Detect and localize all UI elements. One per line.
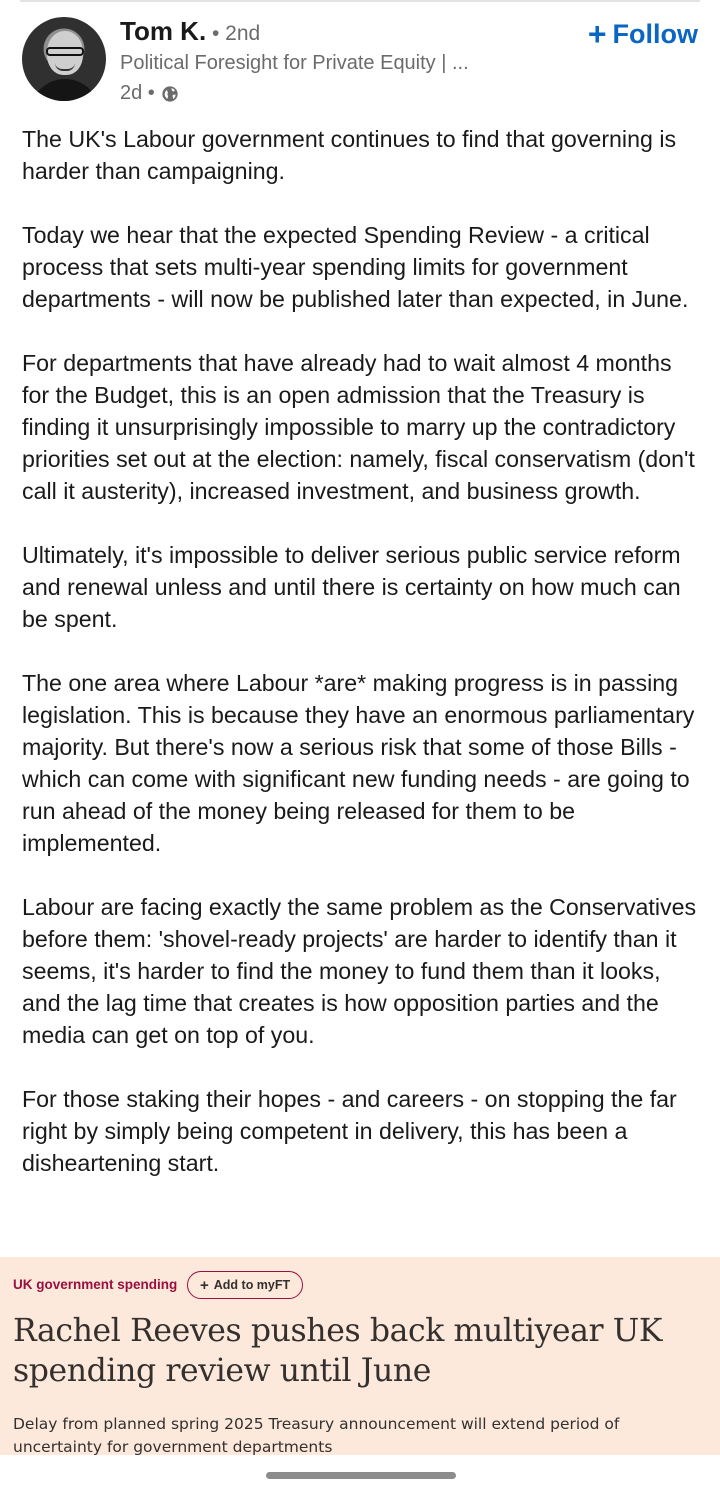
home-indicator[interactable] — [266, 1472, 456, 1479]
post-paragraph: The UK's Labour government continues to find that governing is harder than campaigning. — [22, 126, 677, 184]
top-divider — [20, 0, 700, 2]
post-paragraph: For those staking their hopes - and careers - on stopping the far right by simply being competent in delivery, this has been a disheartening start. — [22, 1086, 677, 1176]
connection-degree: • 2nd — [212, 22, 261, 45]
author-name[interactable]: Tom K. — [120, 16, 207, 46]
follow-label: Follow — [612, 18, 698, 49]
add-to-myft-label: Add to myFT — [213, 1278, 291, 1292]
article-title[interactable]: Rachel Reeves pushes back multiyear UK spending review until June — [13, 1313, 663, 1389]
plus-icon: + — [587, 16, 607, 52]
plus-icon: + — [200, 1276, 209, 1294]
globe-icon — [161, 85, 179, 103]
post-time: 2d • — [120, 82, 155, 104]
post-header — [0, 14, 720, 114]
follow-button[interactable] — [588, 18, 698, 50]
shared-article-card[interactable] — [0, 1257, 720, 1455]
post-paragraph: The one area where Labour *are* making progress is in passing legislation. This is because they have an enormous parliamentary majority. But there's now a serious risk that some of those Bills - which can come with significant new funding needs - are going to run ahead of the money being released for them to be implemented. — [22, 670, 695, 856]
add-to-myft-button[interactable] — [187, 1271, 303, 1299]
author-headline[interactable]: Political Foresight for Private Equity | ... — [120, 52, 469, 74]
post-paragraph: For departments that have already had to wait almost 4 months for the Budget, this is an open admission that the Treasury is finding it unsurprisingly impossible to marry up the contradictory priorities set out at the election: namely, fiscal conservatism (don't call it austerity), increased investment, and business growth. — [22, 350, 695, 504]
post-paragraph: Ultimately, it's impossible to deliver serious public service reform and renewal unless and until there is certainty on how much can be spent. — [22, 542, 681, 632]
post-meta — [120, 82, 179, 105]
post-paragraph: Labour are facing exactly the same problem as the Conservatives before them: 'shovel-ready projects' are harder to identify than it seems, it's harder to find the money to fund them than it looks, and the lag time that creates is how opposition parties and the media can get on top of you. — [22, 894, 697, 1048]
author-avatar[interactable] — [22, 17, 106, 101]
article-standfirst: Delay from planned spring 2025 Treasury announcement will extend period of uncertainty for government departments — [13, 1415, 620, 1455]
post-body[interactable] — [22, 123, 698, 1179]
post-paragraph: Today we hear that the expected Spending Review - a critical process that sets multi-year spending limits for government departments - will now be published later than expected, in June. — [22, 222, 689, 312]
article-topic-tag[interactable]: UK government spending — [13, 1277, 178, 1292]
avatar-glasses — [46, 47, 84, 56]
avatar-body — [30, 79, 100, 101]
